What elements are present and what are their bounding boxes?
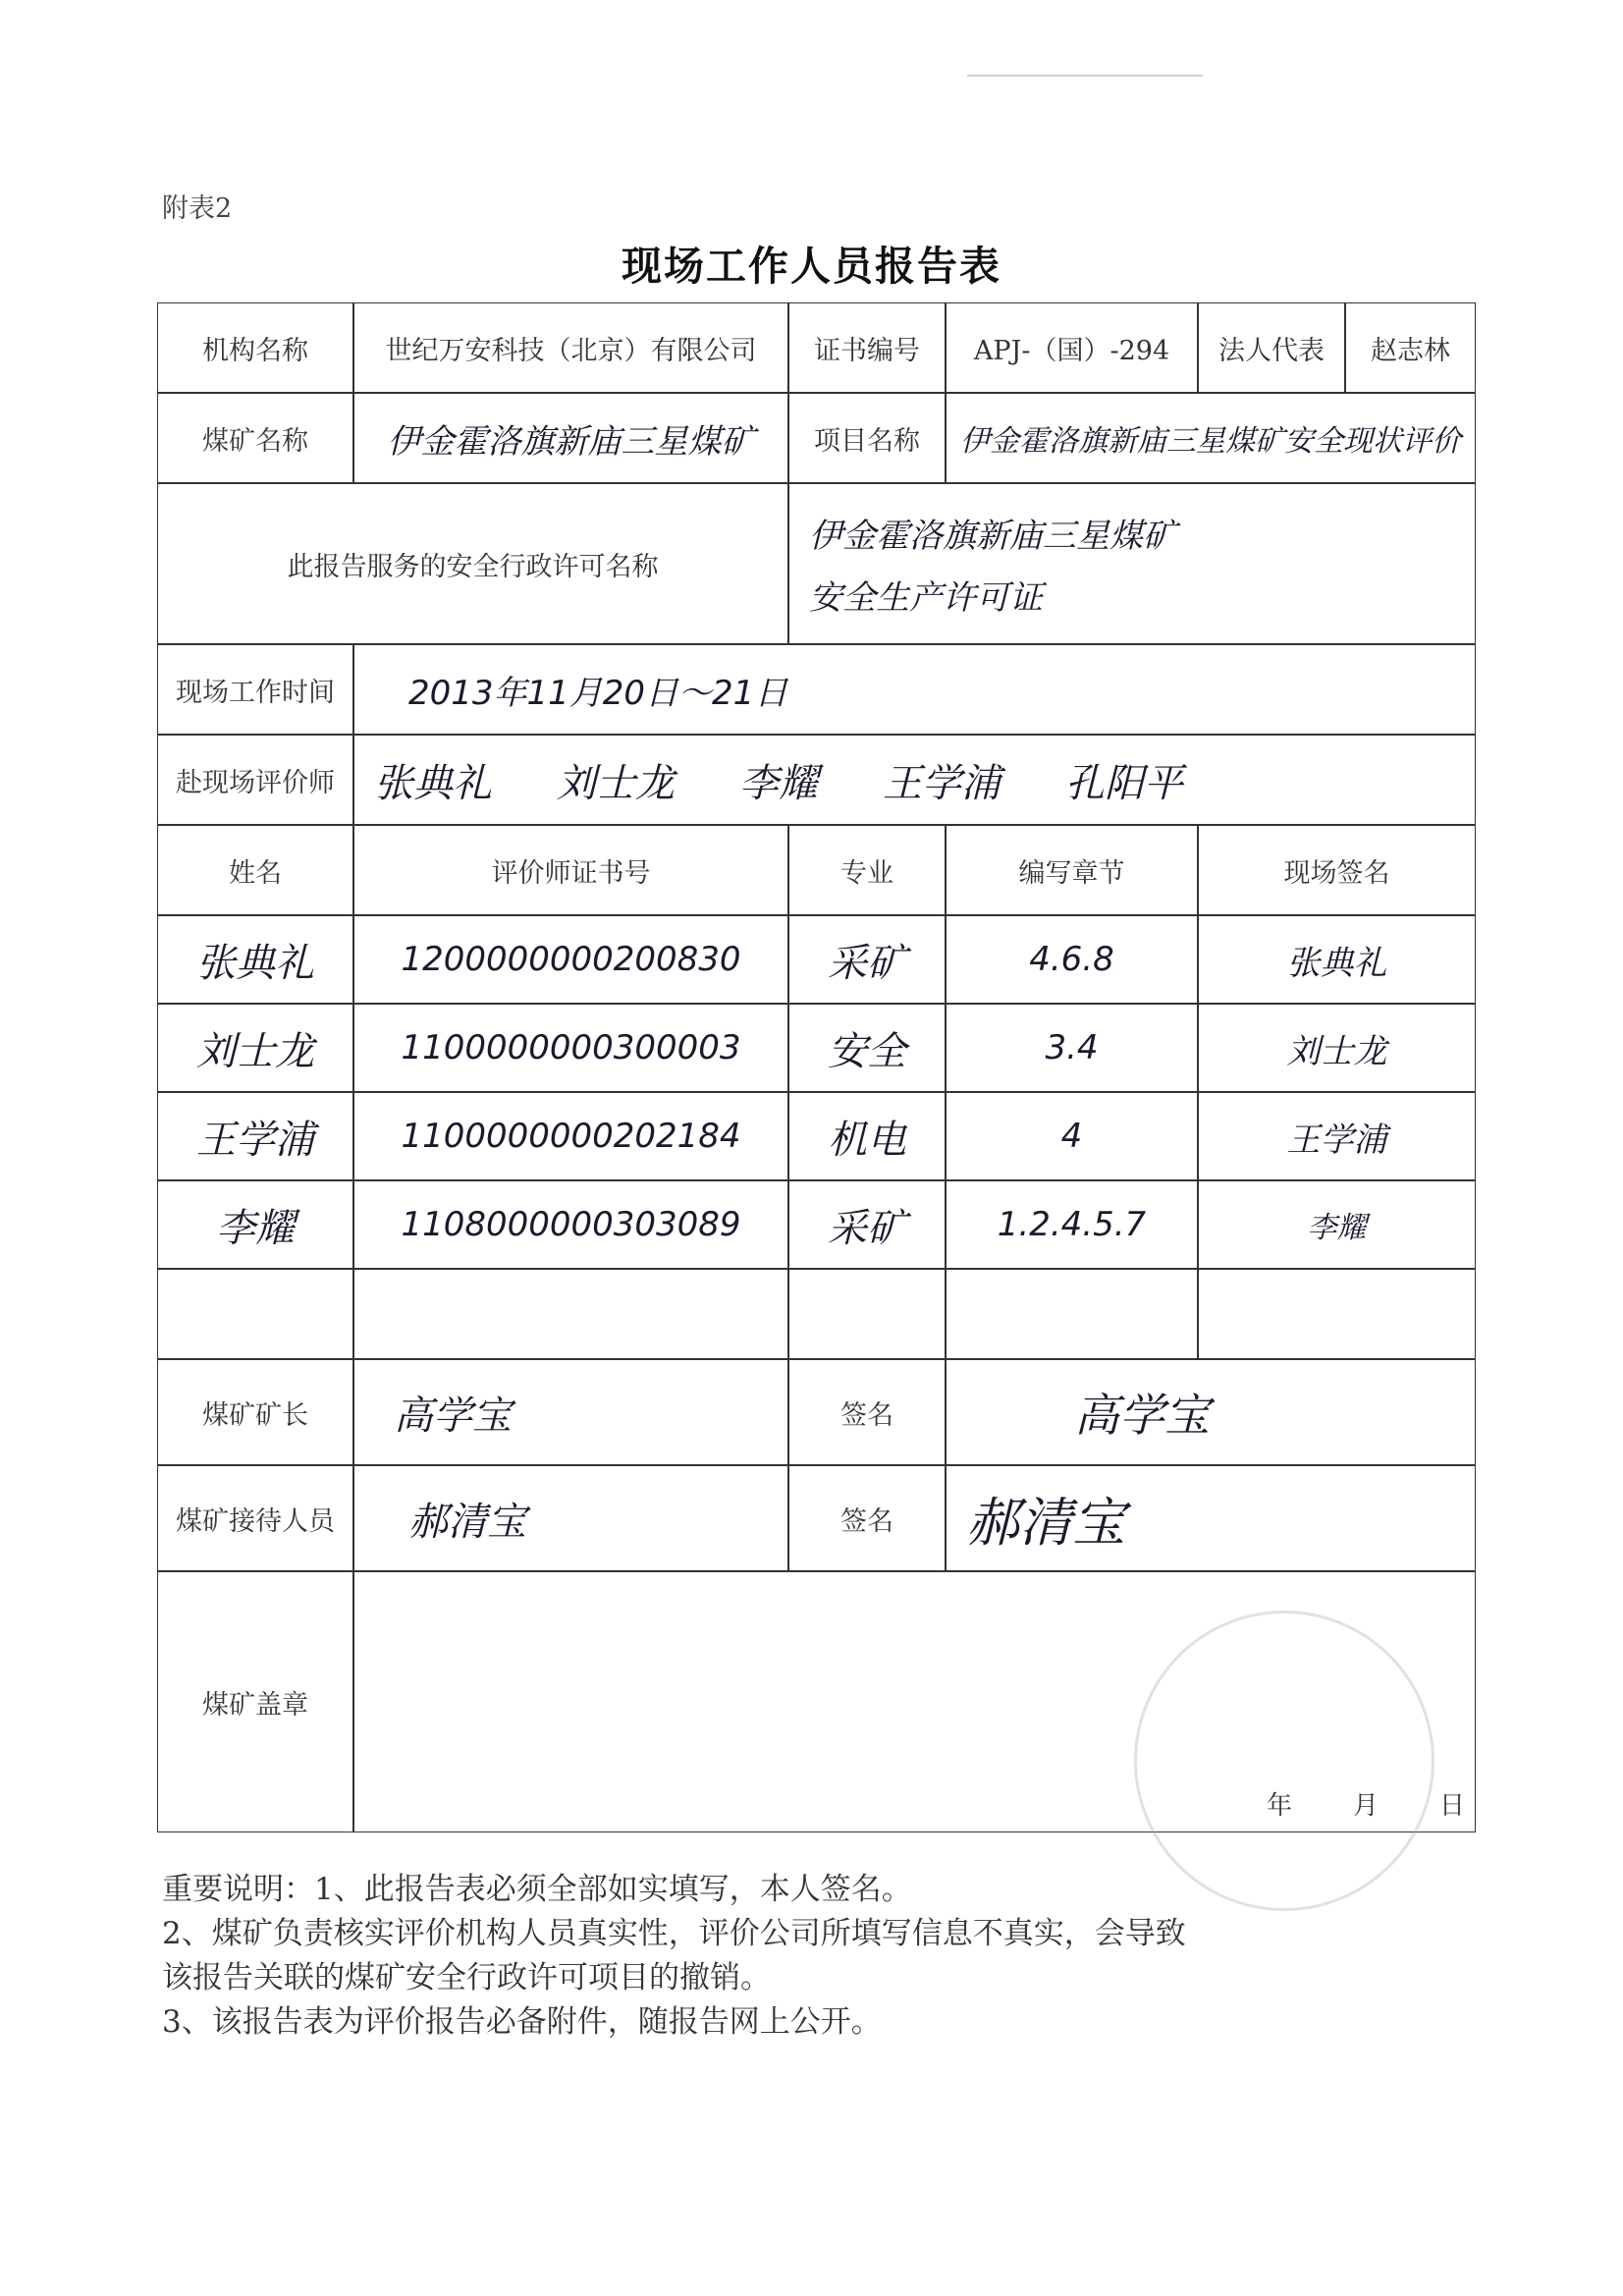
evaluator-name: 李耀 bbox=[739, 760, 818, 806]
note-line: 该报告关联的煤矿安全行政许可项目的撤销。 bbox=[162, 1960, 771, 1995]
table-row-name: 张典礼 bbox=[157, 915, 353, 1004]
evaluators-label: 赴现场评价师 bbox=[157, 735, 353, 825]
receiver-label: 煤矿接待人员 bbox=[157, 1465, 353, 1571]
table-row-sign: 刘士龙 bbox=[1198, 1004, 1476, 1092]
empty-cell bbox=[353, 1269, 788, 1359]
org-value: 世纪万安科技（北京）有限公司 bbox=[353, 302, 788, 393]
mine-label: 煤矿名称 bbox=[157, 393, 353, 483]
evaluator-name: 孔阳平 bbox=[1065, 760, 1183, 806]
seal-label: 煤矿盖章 bbox=[157, 1571, 353, 1832]
empty-cell bbox=[1198, 1269, 1476, 1359]
manager-sign-label: 签名 bbox=[788, 1359, 946, 1465]
manager-signature: 高学宝 bbox=[946, 1359, 1476, 1465]
cert-value: APJ-（国）-294 bbox=[946, 302, 1198, 393]
license-label: 此报告服务的安全行政许可名称 bbox=[157, 483, 788, 644]
license-line-1: 伊金霍洛旗新庙三星煤矿 bbox=[809, 517, 1176, 556]
work-time-value: 2013年11月20日～21日 bbox=[353, 644, 1476, 735]
month-label: 月 bbox=[1352, 1791, 1379, 1821]
evaluator-name: 刘士龙 bbox=[557, 760, 675, 806]
table-row-major: 机电 bbox=[788, 1092, 946, 1180]
table-row-chapters: 4.6.8 bbox=[946, 915, 1198, 1004]
project-label: 项目名称 bbox=[788, 393, 946, 483]
table-row-chapters: 3.4 bbox=[946, 1004, 1198, 1092]
table-row-cert: 1200000000200830 bbox=[353, 915, 788, 1004]
year-label: 年 bbox=[1266, 1791, 1292, 1821]
day-label: 日 bbox=[1438, 1791, 1465, 1821]
table-row-name: 王学浦 bbox=[157, 1092, 353, 1180]
receiver-signature: 郝清宝 bbox=[946, 1465, 1476, 1571]
manager-value: 高学宝 bbox=[353, 1359, 788, 1465]
receiver-value: 郝清宝 bbox=[353, 1465, 788, 1571]
license-line-2: 安全生产许可证 bbox=[809, 578, 1043, 618]
table-row-cert: 1100000000300003 bbox=[353, 1004, 788, 1092]
receiver-sign-label: 签名 bbox=[788, 1465, 946, 1571]
header-cert: 评价师证书号 bbox=[353, 825, 788, 915]
table-row-name: 李耀 bbox=[157, 1180, 353, 1269]
faint-seal-stamp bbox=[1134, 1611, 1434, 1911]
rep-label: 法人代表 bbox=[1198, 302, 1345, 393]
table-row-chapters: 1.2.4.5.7 bbox=[946, 1180, 1198, 1269]
note-line: 重要说明：1、此报告表必须全部如实填写，本人签名。 bbox=[162, 1872, 912, 1907]
project-value: 伊金霍洛旗新庙三星煤矿安全现状评价 bbox=[946, 393, 1476, 483]
header-sign: 现场签名 bbox=[1198, 825, 1476, 915]
table-row-chapters: 4 bbox=[946, 1092, 1198, 1180]
table-row-major: 采矿 bbox=[788, 1180, 946, 1269]
note-line: 3、该报告表为评价报告必备附件，随报告网上公开。 bbox=[162, 2004, 882, 2040]
evaluator-name: 王学浦 bbox=[883, 760, 1001, 806]
license-value bbox=[788, 483, 1476, 644]
table-row-cert: 1100000000202184 bbox=[353, 1092, 788, 1180]
cert-label: 证书编号 bbox=[788, 302, 946, 393]
table-row-major: 采矿 bbox=[788, 915, 946, 1004]
top-rule bbox=[967, 75, 1203, 77]
work-time-label: 现场工作时间 bbox=[157, 644, 353, 735]
page-title: 现场工作人员报告表 bbox=[622, 243, 1001, 290]
header-major: 专业 bbox=[788, 825, 946, 915]
evaluators-names bbox=[353, 735, 1476, 825]
table-row-sign: 李耀 bbox=[1198, 1180, 1476, 1269]
org-label: 机构名称 bbox=[157, 302, 353, 393]
empty-cell bbox=[788, 1269, 946, 1359]
table-row-sign: 王学浦 bbox=[1198, 1092, 1476, 1180]
manager-label: 煤矿矿长 bbox=[157, 1359, 353, 1465]
empty-cell bbox=[946, 1269, 1198, 1359]
table-row-name: 刘士龙 bbox=[157, 1004, 353, 1092]
report-form bbox=[157, 302, 1476, 1832]
table-row-cert: 1108000000303089 bbox=[353, 1180, 788, 1269]
header-name: 姓名 bbox=[157, 825, 353, 915]
evaluator-name: 张典礼 bbox=[374, 760, 492, 806]
rep-value: 赵志林 bbox=[1345, 302, 1476, 393]
mine-value: 伊金霍洛旗新庙三星煤矿 bbox=[353, 393, 788, 483]
note-line: 2、煤矿负责核实评价机构人员真实性，评价公司所填写信息不真实，会导致 bbox=[162, 1916, 1186, 1951]
attachment-label: 附表2 bbox=[162, 193, 233, 224]
header-chapters: 编写章节 bbox=[946, 825, 1198, 915]
empty-cell bbox=[157, 1269, 353, 1359]
table-row-sign: 张典礼 bbox=[1198, 915, 1476, 1004]
important-notes bbox=[162, 1868, 1478, 2045]
table-row-major: 安全 bbox=[788, 1004, 946, 1092]
